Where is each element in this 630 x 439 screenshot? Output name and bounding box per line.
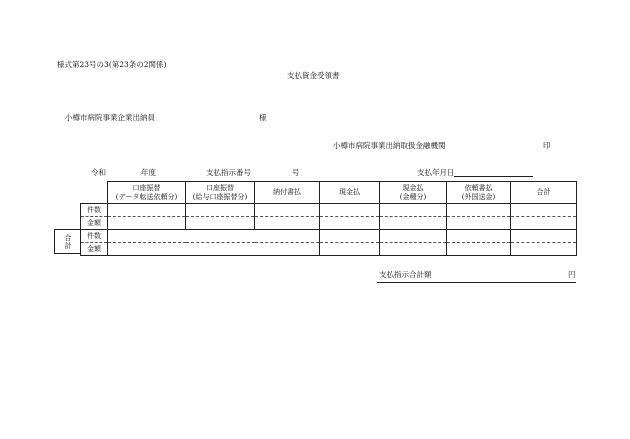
table-cell[interactable] (380, 230, 447, 243)
header-cell: 現金払 (金種分) (380, 182, 447, 204)
currency-unit: 円 (568, 270, 576, 279)
form-number: 様式第23号の3(第23条の2関係) (57, 60, 167, 69)
total-amount-underline (377, 282, 576, 283)
seal-mark: 印 (543, 141, 551, 150)
era-label: 令和 (91, 168, 106, 177)
header-cell: 依頼書払 (外国送金) (447, 182, 511, 204)
issuer-name: 小樽市病院事業出納取扱金融機関 (333, 141, 446, 150)
header-corner (81, 182, 108, 204)
table-cell[interactable] (511, 230, 577, 243)
table-cell[interactable] (255, 217, 320, 230)
header-cell: 口座振替 (データ転送依頼分) (108, 182, 186, 204)
payment-date-underline (454, 176, 533, 177)
number-suffix: 号 (292, 168, 300, 177)
table-cell[interactable] (320, 243, 380, 256)
table-cell[interactable] (108, 204, 186, 217)
header-cell: 納付書払 (255, 182, 320, 204)
table-cell-merged[interactable] (108, 243, 320, 256)
row-label: 件数 (81, 204, 108, 217)
table-cell[interactable] (108, 217, 186, 230)
amount-row (81, 217, 577, 230)
total-amount-row (81, 243, 577, 256)
addressee: 小樽市病院事業企業出納員 (65, 113, 155, 122)
table-cell[interactable] (447, 230, 511, 243)
document-title: 支払資金受領書 (287, 71, 340, 80)
table-cell[interactable] (511, 204, 577, 217)
table-cell[interactable] (380, 204, 447, 217)
fiscal-year-label: 年度 (141, 168, 156, 177)
table-cell[interactable] (186, 217, 255, 230)
table-cell[interactable] (511, 243, 577, 256)
table-cell[interactable] (255, 204, 320, 217)
table-cell[interactable] (380, 243, 447, 256)
table-cell[interactable] (320, 204, 380, 217)
header-cell: 合計 (511, 182, 577, 204)
count-row (81, 204, 577, 217)
grand-total-label: 合計 (64, 234, 72, 251)
row-label: 金額 (81, 217, 108, 230)
row-label: 金額 (81, 243, 108, 256)
payment-table (80, 181, 577, 256)
table-cell[interactable] (511, 217, 577, 230)
grand-total-box (54, 229, 80, 254)
row-label: 件数 (81, 230, 108, 243)
table-cell-merged[interactable] (108, 230, 320, 243)
total-amount-label: 支払指示合計額 (379, 270, 432, 279)
header-cell: 口座振替 (給与口座振替分) (186, 182, 255, 204)
table-cell[interactable] (447, 243, 511, 256)
header-row (81, 182, 577, 204)
table-cell[interactable] (186, 204, 255, 217)
table-cell[interactable] (320, 230, 380, 243)
table-cell[interactable] (447, 204, 511, 217)
instruction-number-label: 支払指示番号 (206, 168, 251, 177)
honorific: 様 (259, 113, 267, 122)
table-cell[interactable] (380, 217, 447, 230)
payment-date-label: 支払年月日 (417, 168, 455, 177)
header-cell: 現金払 (320, 182, 380, 204)
table-cell[interactable] (320, 217, 380, 230)
total-count-row (81, 230, 577, 243)
table-cell[interactable] (447, 217, 511, 230)
